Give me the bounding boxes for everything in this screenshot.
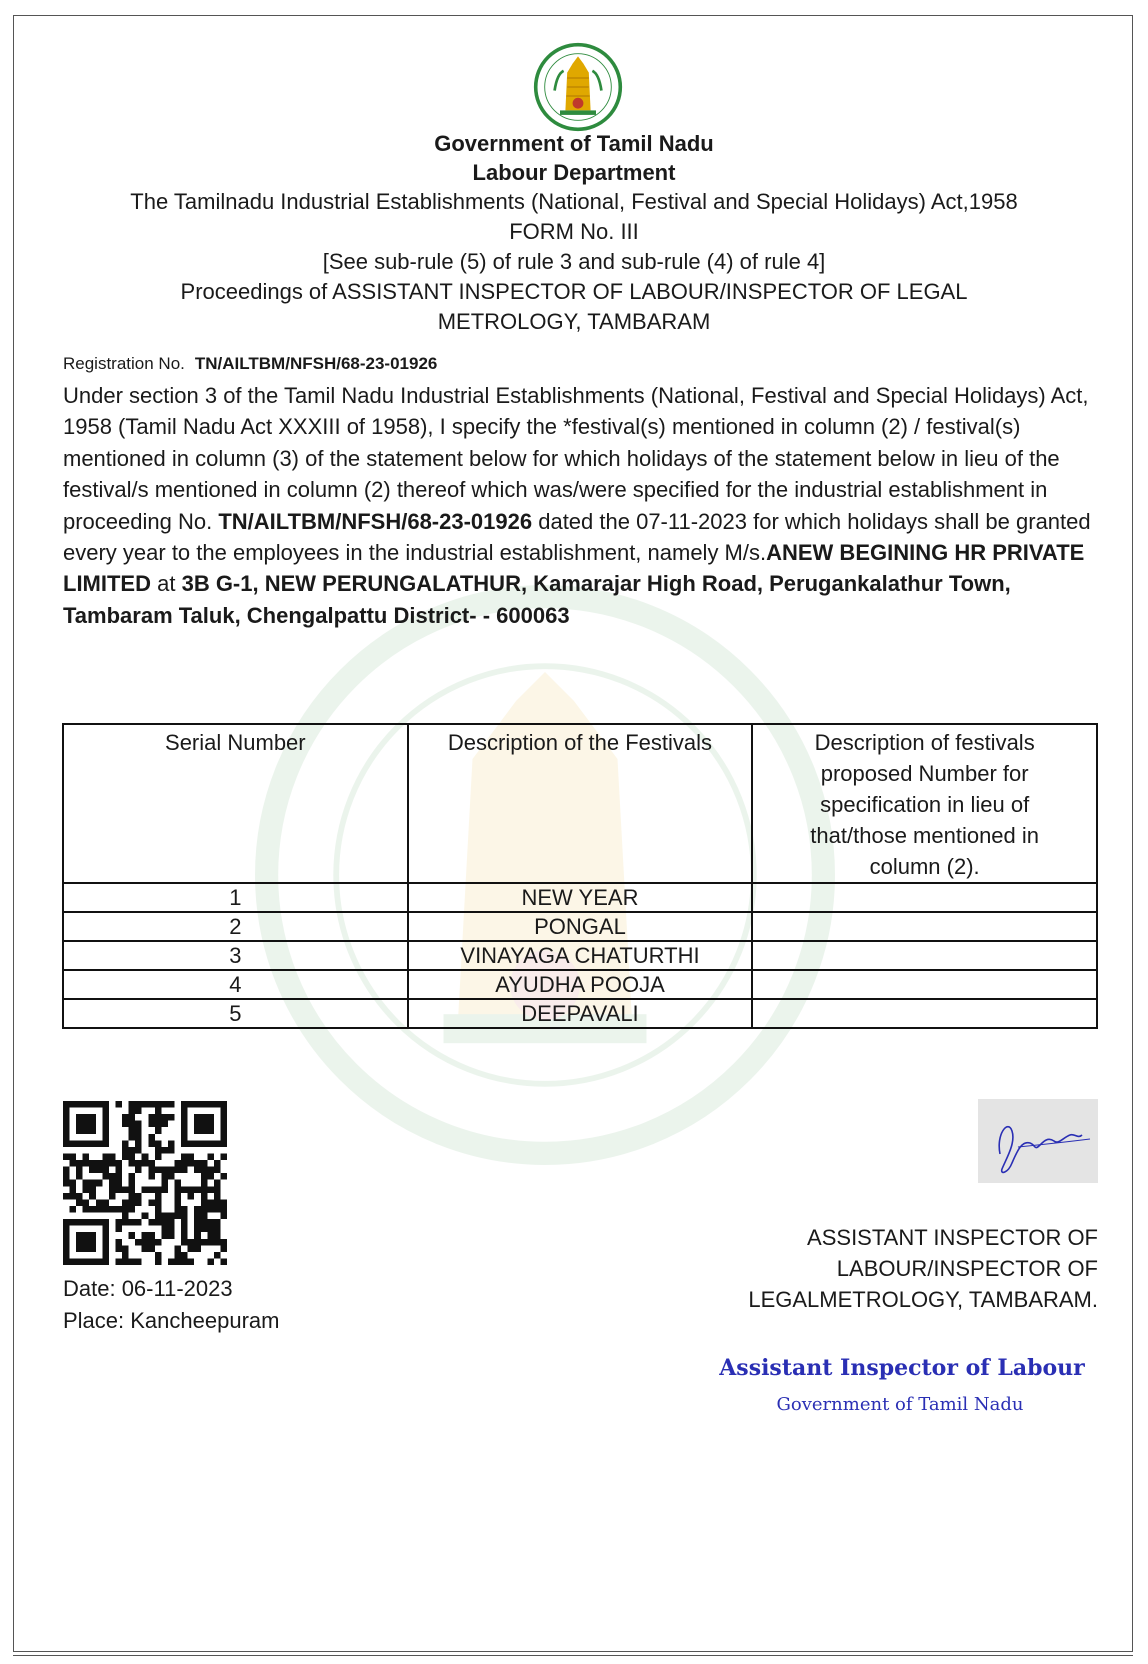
government-title: Government of Tamil Nadu	[434, 131, 714, 156]
company-address: 3B G-1, NEW PERUNGALATHUR, Kamarajar High Road, Perugankalathur Town, Tambaram Taluk, Chengalpattu District- - 600063	[63, 571, 1011, 628]
proceeding-number: TN/AILTBM/NFSH/68-23-01926	[218, 508, 533, 534]
table-row	[63, 970, 1097, 999]
body-part-2: dated the 07-11-2023 for which holidays shall be granted every year to the employees in the industrial establishment, namely M/s.	[63, 508, 1091, 566]
serial-cell: 2	[63, 912, 408, 941]
proposed-cell	[752, 999, 1097, 1028]
registration-line	[63, 354, 437, 374]
proposed-cell	[752, 970, 1097, 999]
proposed-cell	[752, 941, 1097, 970]
proposed-cell	[752, 883, 1097, 912]
serial-cell: 3	[63, 941, 408, 970]
rule-reference: [See sub-rule (5) of rule 3 and sub-rule (4) of rule 4]	[322, 249, 826, 274]
table-row	[63, 941, 1097, 970]
proposed-cell	[752, 912, 1097, 941]
serial-cell: 5	[63, 999, 408, 1028]
header-festival-description: Description of the Festivals	[408, 724, 753, 883]
festival-cell: AYUDHA POOJA	[408, 970, 753, 999]
form-number: FORM No. III	[509, 219, 639, 244]
header-proposed-description	[752, 724, 1097, 883]
festival-table	[62, 723, 1098, 1029]
body-part-1: Under section 3 of the Tamil Nadu Industrial Establishments (National, Festival and Special Holidays) Act, 1958 (Tamil Nadu Act XXXIII of 1958), I specify the *festival(s) mentioned in column (2) / festival(s) mentioned in column (3) of the statement below for which holidays of the statement below in lieu of the festival/s mentioned in column (2) thereof which was/were specified for the industrial establishment in proceeding No.	[63, 383, 1089, 534]
issue-place: Place: Kancheepuram	[63, 1308, 280, 1333]
bottom-rule	[13, 1655, 1133, 1656]
department-title: Labour Department	[472, 160, 676, 185]
stamp-title: Assistant Inspector of Labour	[719, 1355, 1085, 1381]
body-paragraph	[63, 380, 1093, 631]
designation-line-3: LEGALMETROLOGY, TAMBARAM.	[748, 1287, 1098, 1312]
festival-cell: VINAYAGA CHATURTHI	[408, 941, 753, 970]
issue-date: Date: 06-11-2023	[63, 1276, 233, 1301]
table-row	[63, 999, 1097, 1028]
table-row	[63, 912, 1097, 941]
festival-cell: DEEPAVALI	[408, 999, 753, 1028]
table-row	[63, 883, 1097, 912]
registration-number: TN/AILTBM/NFSH/68-23-01926	[194, 354, 438, 373]
registration-label: Registration No.	[63, 354, 185, 373]
festival-cell: PONGAL	[408, 912, 753, 941]
header-proposed-text: Description of festivals proposed Number for specification in lieu of that/those mentioned in column (2).	[810, 730, 1040, 879]
qr-code-icon[interactable]	[63, 1101, 227, 1265]
signature-icon	[978, 1099, 1098, 1183]
act-title: The Tamilnadu Industrial Establishments (National, Festival and Special Holidays) Act,1958	[130, 189, 1018, 214]
serial-cell: 4	[63, 970, 408, 999]
designation-line-1: ASSISTANT INSPECTOR OF	[807, 1225, 1098, 1250]
tamil-nadu-emblem-icon	[533, 42, 623, 132]
proceedings-line-2: METROLOGY, TAMBARAM	[437, 309, 711, 334]
body-at: at	[151, 571, 182, 597]
header-serial-number: Serial Number	[63, 724, 408, 883]
serial-cell: 1	[63, 883, 408, 912]
company-name: ANEW BEGINING HR PRIVATE LIMITED	[63, 540, 1085, 597]
designation-block	[678, 1222, 1098, 1315]
designation-line-2: LABOUR/INSPECTOR OF	[836, 1256, 1098, 1281]
stamp-subtitle: Government of Tamil Nadu	[776, 1394, 1024, 1415]
festival-cell: NEW YEAR	[408, 883, 753, 912]
proceedings-line-1: Proceedings of ASSISTANT INSPECTOR OF LABOUR/INSPECTOR OF LEGAL	[180, 279, 968, 304]
table-header-row	[63, 724, 1097, 883]
